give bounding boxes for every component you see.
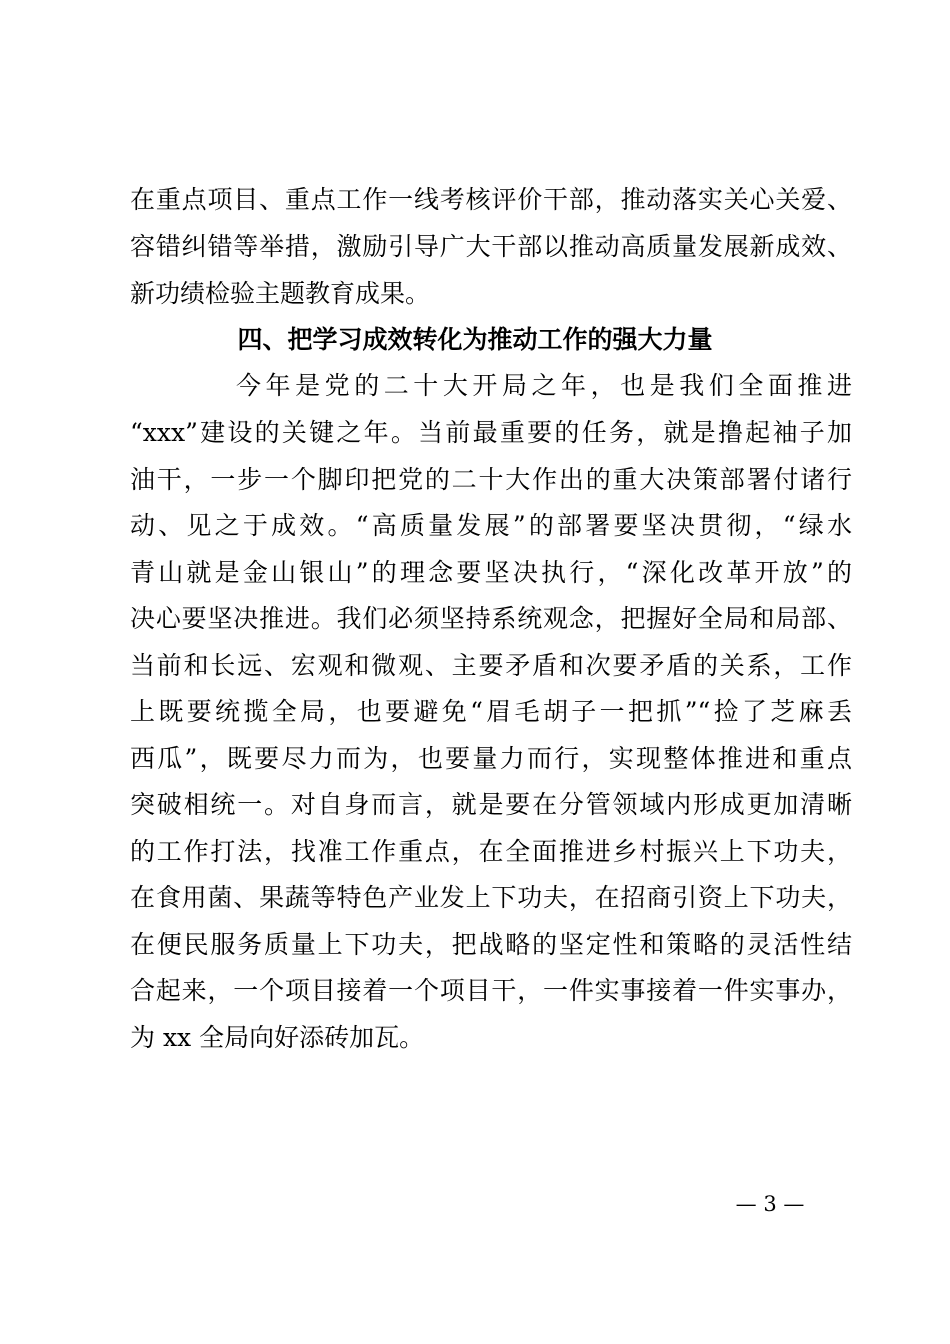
section-heading: 四、把学习成效转化为推动工作的强大力量: [237, 325, 713, 354]
paragraph-line: 在便民服务质量上下功夫，把战略的坚定性和策略的灵活性结: [130, 930, 852, 959]
paragraph-line: 在重点项目、重点工作一线考核评价干部，推动落实关心关爱、: [130, 185, 852, 214]
paragraph-line: 决心要坚决推进。我们必须坚持系统观念，把握好全局和局部、: [130, 604, 852, 633]
paragraph-line: 的工作打法，找准工作重点，在全面推进乡村振兴上下功夫，: [130, 837, 852, 866]
paragraph-line: 今年是党的二十大开局之年，也是我们全面推进: [236, 371, 852, 400]
paragraph-line: 新功绩检验主题教育成果。: [130, 279, 431, 308]
paragraph-line: 动、见之于成效。“高质量发展”的部署要坚决贯彻，“绿水: [130, 511, 852, 540]
paragraph-line: 油干，一步一个脚印把党的二十大作出的重大决策部署付诸行: [130, 465, 852, 494]
page-number: — 3 —: [735, 1192, 805, 1216]
paragraph-line: 在食用菌、果蔬等特色产业发上下功夫，在招商引资上下功夫，: [130, 883, 852, 912]
paragraph-line: 容错纠错等举措，激励引导广大干部以推动高质量发展新成效、: [130, 232, 852, 261]
paragraph-line: 上既要统揽全局，也要避免“眉毛胡子一把抓”“捡了芝麻丢: [130, 697, 852, 726]
paragraph-line: 突破相统一。对自身而言，就是要在分管领域内形成更加清晰: [130, 790, 852, 819]
paragraph-line: 为 xx 全局向好添砖加瓦。: [130, 1023, 425, 1052]
paragraph-line: 青山就是金山银山”的理念要坚决执行，“深化改革开放”的: [130, 558, 852, 587]
paragraph-line: 合起来，一个项目接着一个项目干，一件实事接着一件实事办，: [130, 976, 852, 1005]
paragraph-line: 当前和长远、宏观和微观、主要矛盾和次要矛盾的关系，工作: [130, 651, 852, 680]
paragraph-line: “xxx”建设的关键之年。当前最重要的任务，就是撸起袖子加: [130, 418, 852, 447]
paragraph-line: 西瓜”，既要尽力而为，也要量力而行，实现整体推进和重点: [130, 744, 852, 773]
